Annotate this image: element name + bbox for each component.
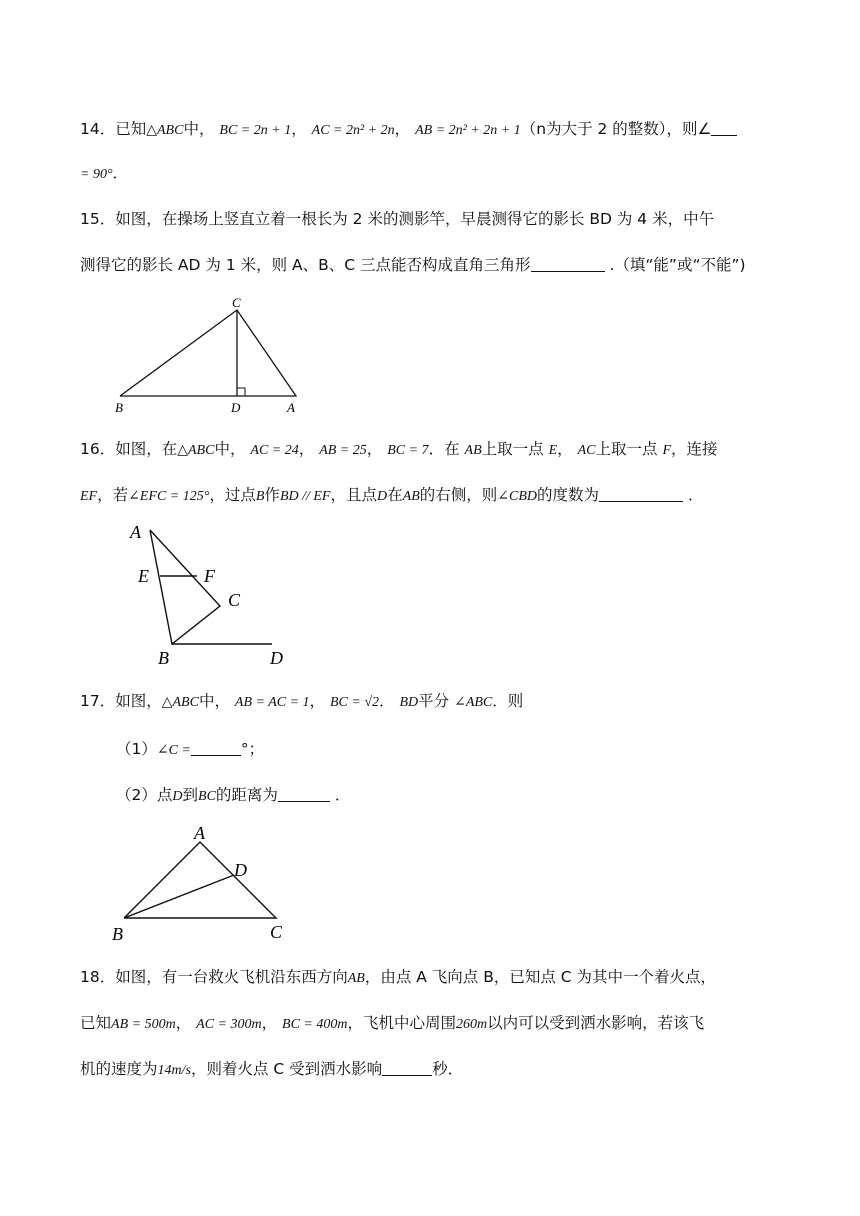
q16-triangle: △ABC [177,443,215,458]
q17-bisector-line [124,875,234,918]
q17-figure [106,822,296,950]
q18-ab: AB [347,971,365,986]
q14-bc: BC = 2n + 1 [219,123,292,138]
q17-triangle-shape [124,842,276,918]
q16-end: ． [687,486,704,504]
q17-bc2: BC [198,789,216,804]
q18-text: 已知 [80,1014,112,1032]
q18-end: 秒． [432,1060,464,1078]
q17-part2 [116,784,350,808]
q17-bd: BD [399,695,419,710]
q16-f: F [662,443,671,458]
q16-text: 16．如图，在 [80,440,178,458]
q16-sep: ， [557,440,573,458]
q18-ac-len: AC = 300m [196,1017,262,1032]
q16-label-a: A [130,522,141,542]
q15-figure [110,294,310,422]
q16-answer-blank[interactable] [599,486,683,502]
q16-figure [122,518,302,674]
q16-sep: ， [298,440,315,458]
q15-label-b: B [115,400,123,415]
q17-text: 17．如图， [80,692,162,710]
q14-sep: ， [394,120,411,138]
q16-text: ，若 [97,486,129,504]
q17-part2-text: （2）点 [116,786,173,804]
q16-angle: ∠EFC = 125° [128,489,210,504]
q15-line2 [80,254,746,276]
q17-text: 平分 [418,692,450,710]
q16-ef: EF [80,489,98,504]
q14-sep: ， [291,120,307,138]
q14-text: （n为大于 2 的整数），则∠ [520,120,712,138]
q17-label-c: C [270,922,283,942]
q18-sep: ， [261,1014,278,1032]
q18-text: ，飞机中心周围 [347,1014,457,1032]
q14-answer-blank[interactable] [711,120,737,136]
q17-part1 [116,738,264,762]
q17-part2-blank[interactable] [278,786,330,802]
q16-text: 上取一点 [481,440,544,458]
q15-label-a: A [287,400,295,415]
q18-radius: 260m [456,1017,488,1032]
q16-line2 [80,484,703,508]
q17-label-d: D [234,860,247,880]
q18-line1 [80,966,716,990]
q17-line1 [80,690,523,714]
q17-triangle: △ABC [161,695,199,710]
q14-line1 [80,118,737,142]
q18-line2 [80,1012,704,1036]
q15-label-c: C [232,295,241,310]
q17-angle: ∠ABC [454,695,493,710]
q16-sep: ， [366,440,383,458]
q16-text: ，过点 [209,486,256,504]
q14-ac: AC = 2n² + 2n [311,123,395,138]
q16-bc: BC = 7 [387,443,429,458]
q16-e: E [548,443,558,458]
q14-line2 [80,162,128,186]
q18-line3 [80,1058,463,1082]
q15-triangle-shape [120,310,296,396]
q16-b: B [255,489,265,504]
q14-eq: = 90° [80,167,113,182]
q14-ab: AB = 2n² + 2n + 1 [415,123,521,138]
q14-text: 中， [183,120,215,138]
q16-label-b: B [158,648,169,668]
q17-sep: ， [309,692,326,710]
q18-bc-len: BC = 400m [282,1017,348,1032]
q17-label-a: A [194,823,205,843]
q16-label-c: C [228,590,241,610]
q16-label-f: F [204,566,215,586]
q18-text: ，由点 A 飞向点 B，已知点 C 为其中一个着火点， [364,968,717,986]
q16-ac: AC = 24 [250,443,299,458]
q18-ab-len: AB = 500m [111,1017,176,1032]
q18-text: 机的速度为 [80,1060,158,1078]
q15-right-angle-mark [237,388,245,396]
q18-text: 以内可以受到洒水影响，若该飞 [487,1014,705,1032]
q16-text: ，连接 [671,440,718,458]
q17-label-b: B [112,924,123,944]
q14-end: ． [112,164,129,182]
q17-sep: ． [379,692,395,710]
q17-part2-text: 的距离为 [215,786,278,804]
q16-cbd: ∠CBD [497,489,537,504]
q17-angle-c: ∠C = [156,743,191,758]
q18-answer-blank[interactable] [382,1060,432,1076]
q18-speed: 14m/s [157,1063,191,1078]
q17-part2-end: ． [334,786,351,804]
q16-ab2: AB [464,443,482,458]
q16-ac2: AC [577,443,596,458]
q16-label-d: D [270,648,283,668]
q16-text: 在 [387,486,403,504]
q16-d: D [377,489,388,504]
q16-text: 中， [214,440,246,458]
q15-label-d: D [231,400,241,415]
q17-part1-num: （1） [116,740,157,758]
q16-text: ．在 [428,440,460,458]
q17-text: 中， [198,692,230,710]
q16-parallel: BD // EF [279,489,331,504]
q17-part2-text: 到 [182,786,199,804]
q17-text: ．则 [492,692,524,710]
q14-text: 14．已知 [80,120,147,138]
q17-eq: AB = AC = 1 [234,695,310,710]
q18-sep: ， [175,1014,192,1032]
q18-text: 18．如图，有一台救火飞机沿东西方向 [80,968,348,986]
q15-answer-blank[interactable] [531,256,605,272]
q16-label-e: E [138,566,149,586]
q14-triangle: △ABC [146,123,184,138]
q16-ab3: AB [402,489,420,504]
q16-text: 的度数为 [537,486,600,504]
q16-line1 [80,438,718,462]
q16-text: ，且点 [330,486,377,504]
q16-ab: AB = 25 [319,443,367,458]
q16-triangle-shape [150,530,220,644]
q16-text: 的右侧，则 [419,486,498,504]
q16-text: 作 [264,486,280,504]
q18-text: ，则着火点 C 受到洒水影响 [190,1060,383,1078]
q16-text: 上取一点 [595,440,658,458]
q15-text: 测得它的影长 AD 为 1 米，则 A、B、C 三点能否构成直角三角形 [80,256,531,274]
q17-part1-blank[interactable] [191,740,241,756]
q15-hint: .（填“能”或“不能”) [609,256,746,274]
q17-bc: BC = √2 [330,695,380,710]
q17-d: D [172,789,183,804]
q17-part1-end: °； [240,740,265,758]
q15-line1: 15．如图，在操场上竖直立着一根长为 2 米的测影竿，早晨测得它的影长 BD 为 4 米，中午 [80,210,715,228]
